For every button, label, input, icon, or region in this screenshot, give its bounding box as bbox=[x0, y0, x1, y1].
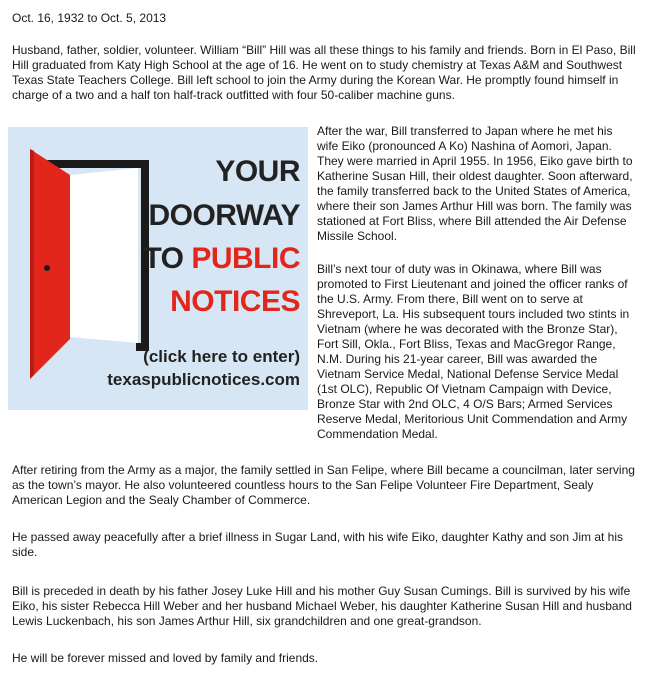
okinawa-paragraph: Bill’s next tour of duty was in Okinawa, where Bill was promoted to First Lieutenant and joined the officer ranks of the U.S. Army. From there, Bill went on to serve at Shreveport, La. His subsequent tours included two stints in Vietnam (where he was decorated with the Bronze Star), Fort Sill, Okla., Fort Bliss, Texas and MacGregor Range, N.M. During his 21-year career, Bill was awarded the Vietnam Service Medal, National Defense Service Medal (1st OLC), Republic Of Vietnam Campaign with Device, Bronze Star with 2nd OLC, 4 O/S Bars; Armed Services Reserve Medal, Meritorious Unit Commendation and Army Commendation Medal. bbox=[317, 262, 630, 441]
ad-word-public: PUBLIC bbox=[191, 242, 300, 275]
retiring-paragraph: After retiring from the Army as a major, the family settled in San Felipe, where Bill became a councilman, later serving as the town’s mayor. He also volunteered countless hours to the San Felipe Volunteer Fire Department, Sealy American Legion and the Sealy Chamber of Commerce. bbox=[12, 463, 635, 507]
ad-word-to: TO bbox=[143, 242, 184, 275]
closing-paragraph: He will be forever missed and loved by family and friends. bbox=[12, 651, 319, 665]
survivors-paragraph: Bill is preceded in death by his father Josey Luke Hill and his mother Guy Susan Cumings. Bill is survived by his wife Eiko, his sister Rebecca Hill Weber and her husband Michael Weber, his daughter Katherine Susan Hill and husband Lewis Luckenbach, his son James Arthur Hill, six grandchildren and one great-grandson. bbox=[12, 584, 632, 628]
passed-away-paragraph: He passed away peacefully after a brief illness in Sugar Land, with his wife Eiko, daughter Kathy and son Jim at his side. bbox=[12, 530, 623, 559]
ad-line-doorway: DOORWAY bbox=[148, 199, 300, 232]
public-notices-ad-banner[interactable] bbox=[8, 127, 308, 410]
japan-paragraph: After the war, Bill transferred to Japan where he met his wife Eiko (pronounced A Ko) Nashina of Aomori, Japan. They were married in April 1955. In 1956, Eiko gave birth to Katherine Susan Hill, their oldest daughter. Soon afterward, the family transferred back to the United States of America, where their son James Arthur Hill was born. The family was stationed at Fort Bliss, where Bill attended the Air Defense Missile School. bbox=[317, 124, 633, 243]
intro-paragraph: Husband, father, soldier, volunteer. William “Bill” Hill was all these things to his family and friends. Born in El Paso, Bill Hill graduated from Katy High School at the age of 16. He went on to study chemistry at Texas A&M and Southwest Texas State Teachers College. Bill left school to join the Army during the Korean War. He promptly found himself in charge of a two and a half ton half-track outfitted with four 50-caliber machine guns. bbox=[12, 43, 636, 102]
right-column-text bbox=[317, 124, 635, 460]
ad-line-to-public bbox=[143, 242, 300, 276]
ad-line-notices: NOTICES bbox=[170, 285, 300, 318]
ad-url-link[interactable]: texaspublicnotices.com bbox=[107, 370, 300, 389]
ad-cta-link[interactable]: (click here to enter) bbox=[143, 347, 300, 366]
obituary-dates: Oct. 16, 1932 to Oct. 5, 2013 bbox=[12, 11, 167, 25]
ad-line-your: YOUR bbox=[215, 155, 300, 188]
